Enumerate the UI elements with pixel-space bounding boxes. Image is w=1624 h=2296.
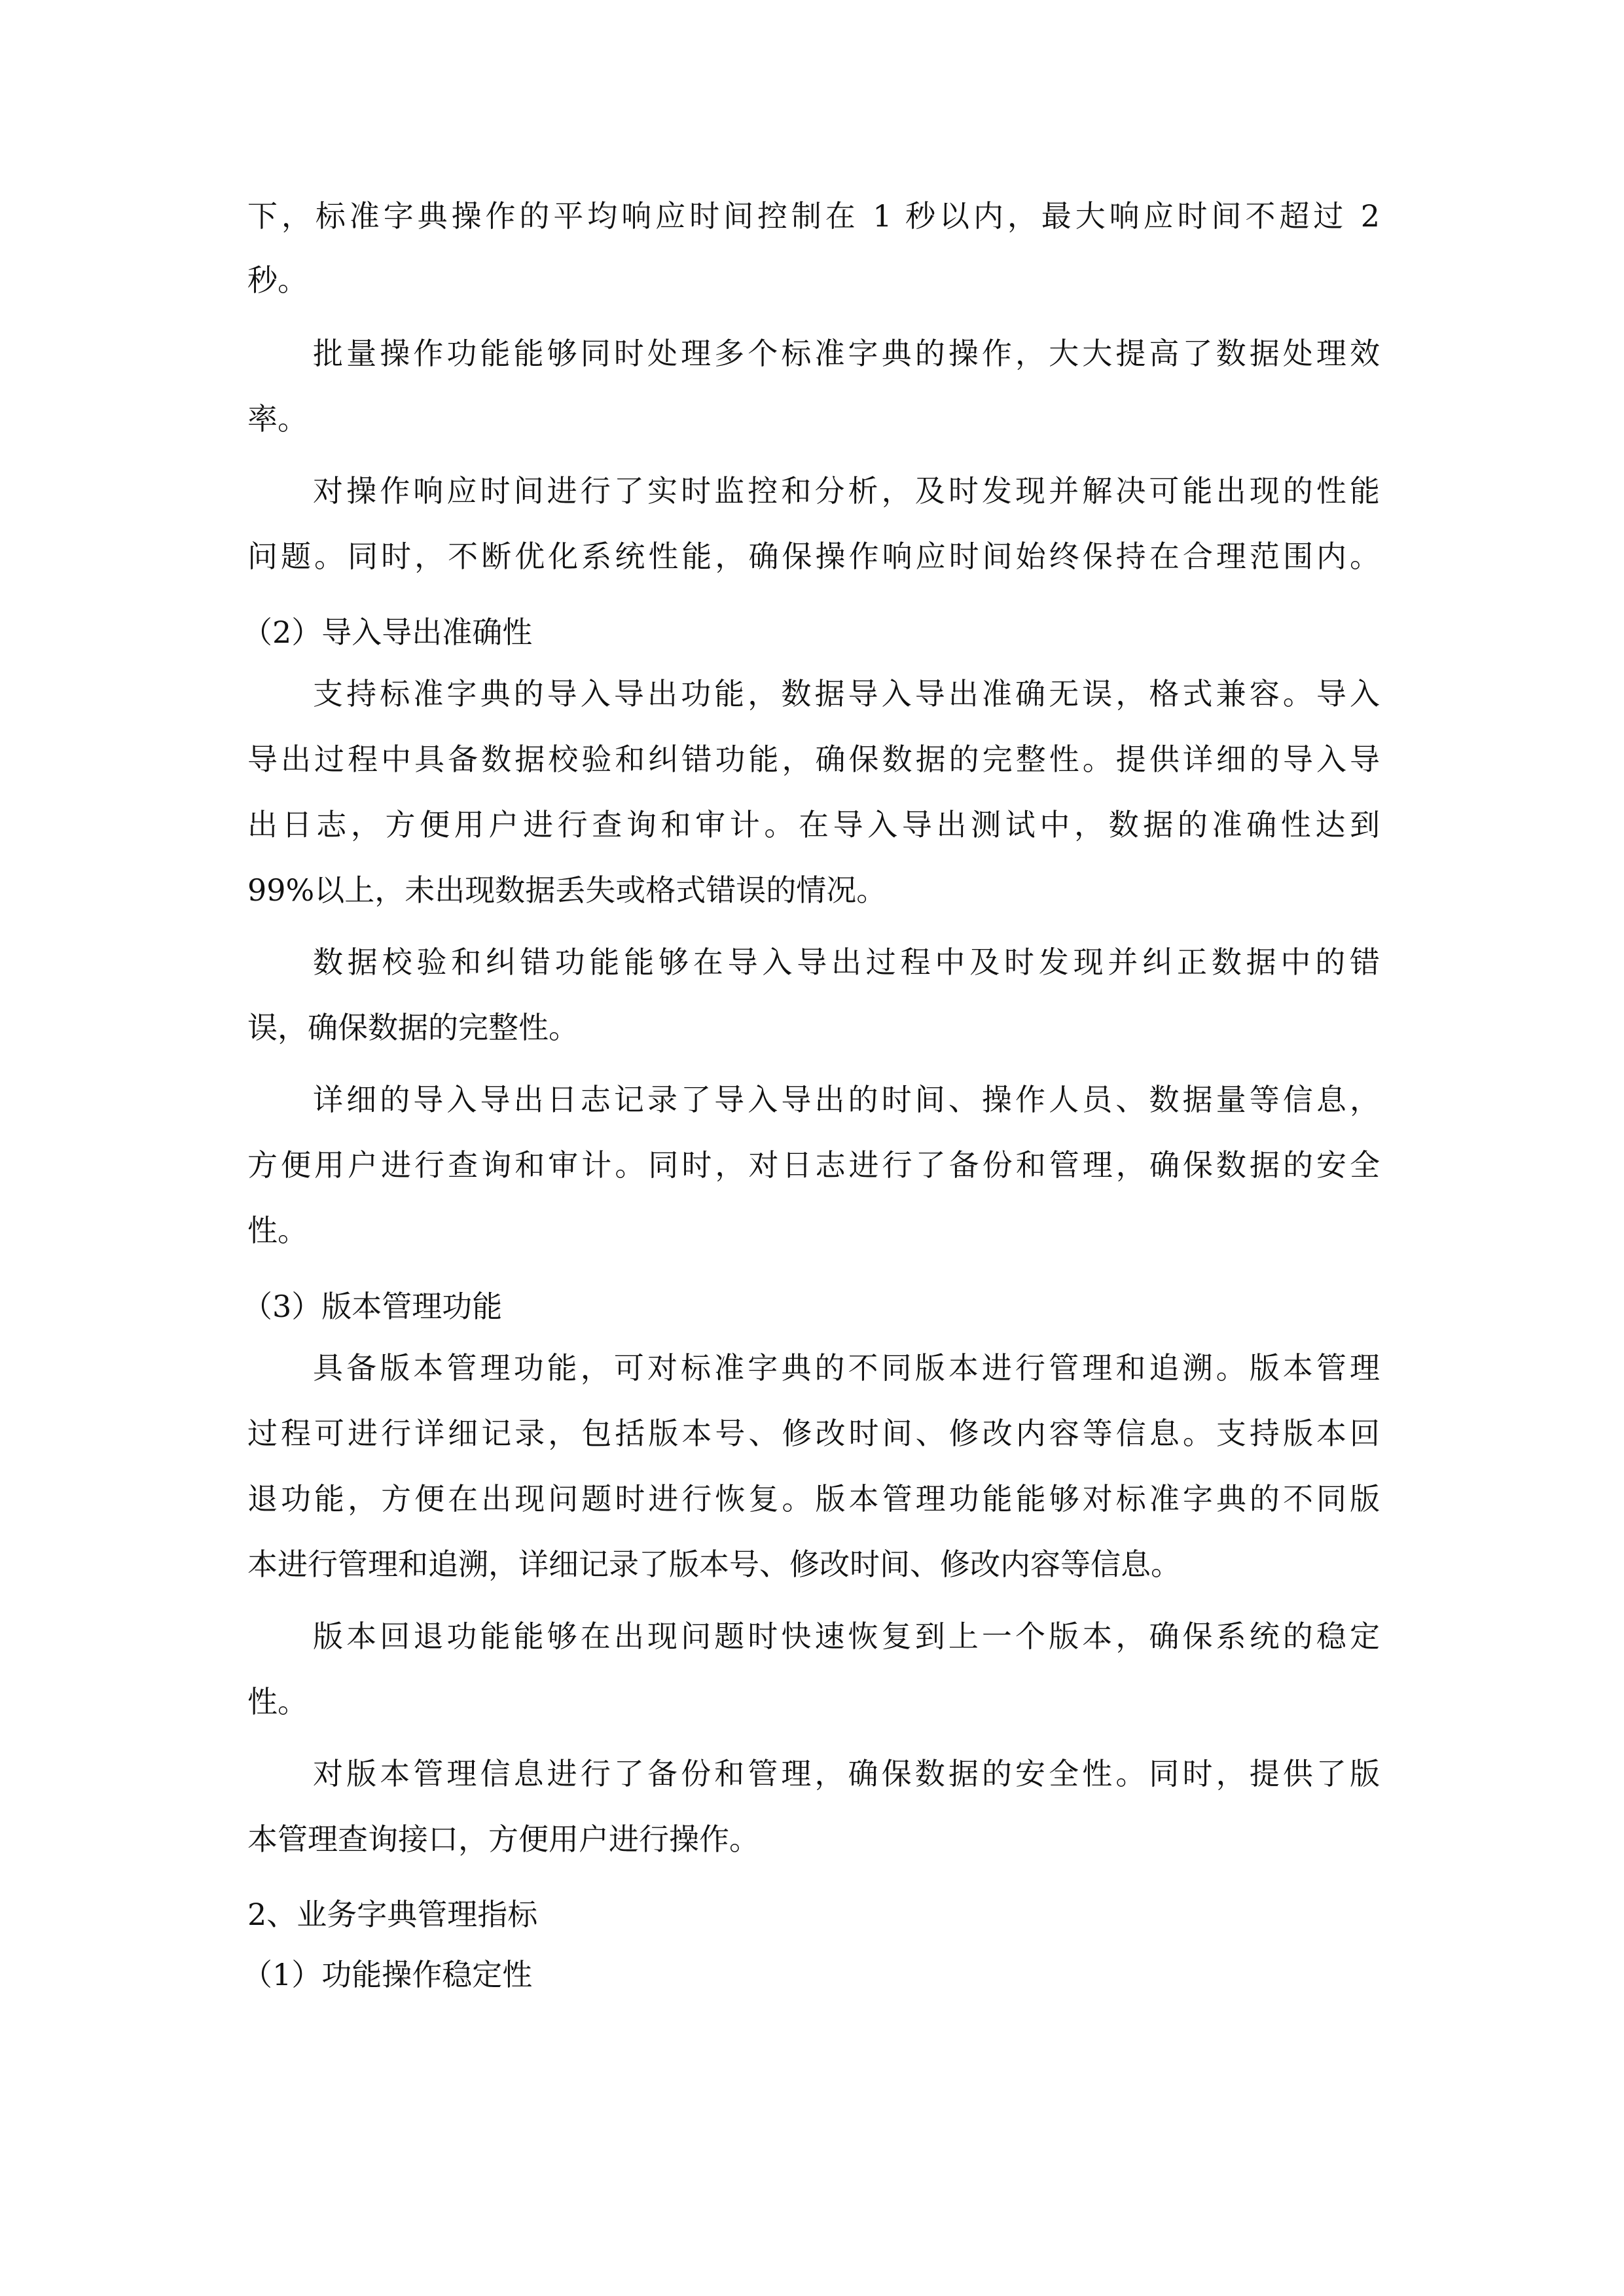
text-line: 导出过程中具备数据校验和纠错功能，确保数据的完整性。提供详细的导入导 — [247, 742, 1380, 777]
text-line: 详细的导入导出日志记录了导入导出的时间、操作人员、数据量等信息， — [313, 1082, 1380, 1117]
text-line: 数据校验和纠错功能能够在导入导出过程中及时发现并纠正数据中的错 — [313, 944, 1380, 980]
text-line: 率。 — [247, 401, 308, 437]
text-line: 版本回退功能能够在出现问题时快速恢复到上一个版本，确保系统的稳定 — [313, 1619, 1380, 1654]
text-line: 具备版本管理功能，可对标准字典的不同版本进行管理和追溯。版本管理 — [313, 1350, 1380, 1386]
text-line: 下，标准字典操作的平均响应时间控制在 1 秒以内，最大响应时间不超过 2 — [247, 198, 1380, 234]
text-line: 本管理查询接口，方便用户进行操作。 — [247, 1821, 759, 1857]
text-line: 对版本管理信息进行了备份和管理，确保数据的安全性。同时，提供了版 — [313, 1756, 1380, 1791]
section-heading: （2）导入导出准确性 — [242, 615, 533, 650]
text-line: 本进行管理和追溯，详细记录了版本号、修改时间、修改内容等信息。 — [247, 1547, 1181, 1582]
text-line: 误，确保数据的完整性。 — [247, 1010, 579, 1045]
subsection-heading: （1）功能操作稳定性 — [242, 1957, 533, 1992]
text-line: 过程可进行详细记录，包括版本号、修改时间、修改内容等信息。支持版本回 — [247, 1416, 1380, 1451]
section-heading: （3）版本管理功能 — [242, 1289, 503, 1324]
text-line: 方便用户进行查询和审计。同时，对日志进行了备份和管理，确保数据的安全 — [247, 1147, 1380, 1183]
text-line: 支持标准字典的导入导出功能，数据导入导出准确无误，格式兼容。导入 — [313, 676, 1380, 711]
text-line: 秒。 — [247, 262, 308, 298]
section-heading: 2、业务字典管理指标 — [247, 1897, 538, 1932]
text-line: 出日志，方便用户进行查询和审计。在导入导出测试中，数据的准确性达到 — [247, 807, 1380, 842]
text-line: 问题。同时，不断优化系统性能，确保操作响应时间始终保持在合理范围内。 — [247, 539, 1380, 574]
text-line: 对操作响应时间进行了实时监控和分析，及时发现并解决可能出现的性能 — [313, 473, 1380, 509]
text-line: 99%以上，未出现数据丢失或格式错误的情况。 — [247, 872, 887, 908]
text-line: 性。 — [247, 1213, 308, 1248]
text-line: 退功能，方便在出现问题时进行恢复。版本管理功能能够对标准字典的不同版 — [247, 1481, 1380, 1516]
text-line: 性。 — [247, 1684, 308, 1719]
text-line: 批量操作功能能够同时处理多个标准字典的操作，大大提高了数据处理效 — [313, 336, 1380, 371]
